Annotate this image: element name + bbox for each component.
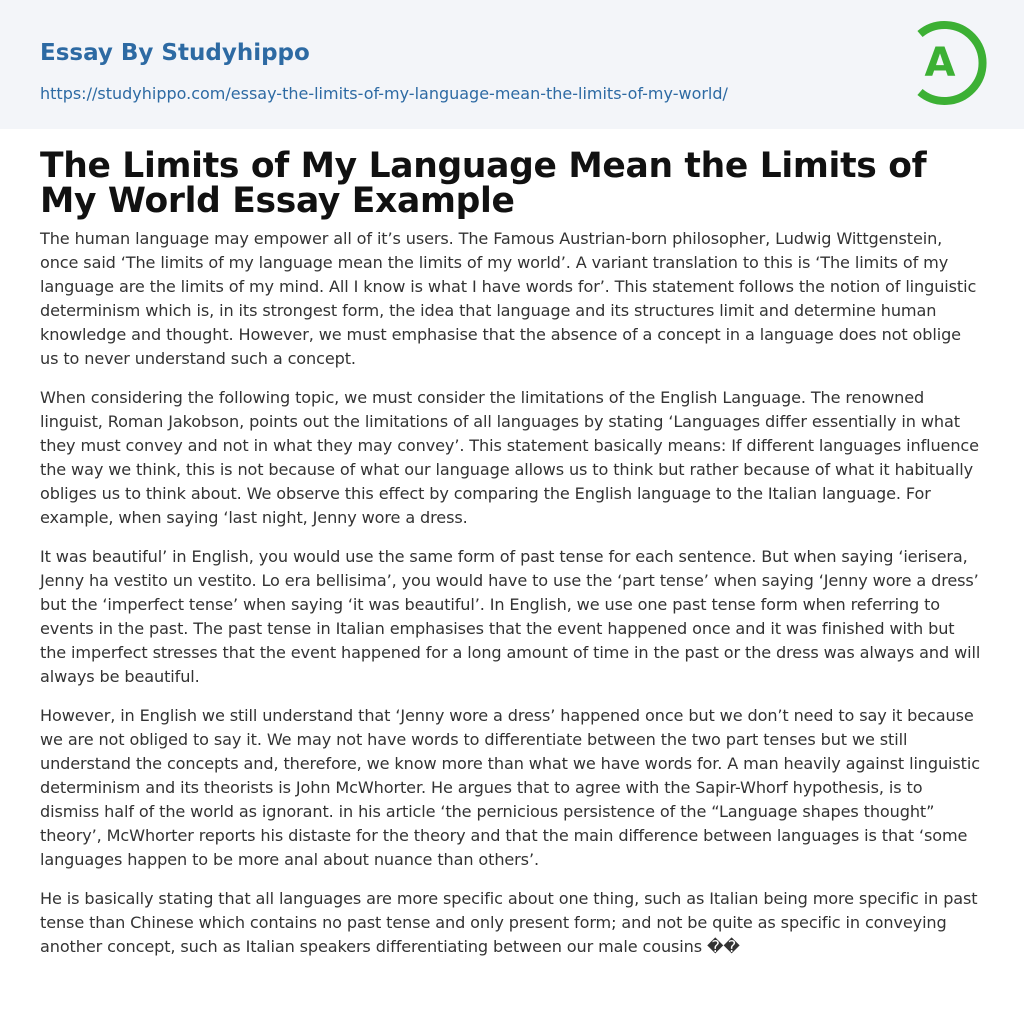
site-brand[interactable]: Essay By Studyhippo	[40, 40, 310, 66]
article-body	[40, 227, 984, 959]
article-paragraph: However, in English we still understand that ‘Jenny wore a dress’ happened once but we don’t need to say it because we are not obliged to say it. We may not have words to differentiate between the two part tenses but we still understand the concepts and, therefore, we know more than what we have words for. A man heavily against linguistic determinism and its theorists is John McWhorter. He argues that to agree with the Sapir-Whorf hypothesis, is to dismiss half of the world as ignorant. in his article ‘the pernicious persistence of the “Language shapes thought” theory’, McWhorter reports his distaste for the theory and that the main difference between languages is that ‘some languages happen to be more anal about nuance than others’.	[40, 706, 980, 869]
logo-letter: A	[924, 40, 956, 86]
article-paragraph: He is basically stating that all languages are more specific about one thing, such as Italian being more specific in past tense than Chinese which contains no past tense and only present form; and not be quite as specific in conveying another concept, such as Italian speakers differentiating between our male cousins ��	[40, 889, 978, 956]
article-url-link[interactable]: https://studyhippo.com/essay-the-limits-of-my-language-mean-the-limits-of-my-world/	[40, 84, 728, 103]
article-paragraph: The human language may empower all of it’s users. The Famous Austrian-born philosopher, Ludwig Wittgenstein, once said ‘The limits of my language mean the limits of my world’. A variant translation to this is ‘The limits of my language are the limits of my mind. All I know is what I have words for’. This statement follows the notion of linguistic determinism which is, in its strongest form, the idea that language and its structures limit and determine human knowledge and thought. However, we must emphasise that the absence of a concept in a language does not oblige us to never understand such a concept.	[40, 229, 977, 368]
article-title: The Limits of My Language Mean the Limits of My World Essay Example	[40, 146, 927, 221]
article-paragraph: It was beautiful’ in English, you would use the same form of past tense for each sentence. But when saying ‘ierisera, Jenny ha vestito un vestito. Lo era bellisima’, you would have to use the ‘part tense’ when saying ‘Jenny wore a dress’ but the ‘imperfect tense’ when saying ‘it was beautiful’. In English, we use one past tense form when referring to events in the past. The past tense in Italian emphasises that the event happened once and it was finished with but the imperfect stresses that the event happened for a long amount of time in the past or the dress was always and will always be beautiful.	[40, 547, 981, 686]
article-paragraph: When considering the following topic, we must consider the limitations of the English Language. The renowned linguist, Roman Jakobson, points out the limitations of all languages by stating ‘Languages differ essentially in what they must convey and not in what they may convey’. This statement basically means: If different languages influence the way we think, this is not because of what our language allows us to think but rather because of what it habitually obliges us to think about. We observe this effect by comparing the English language to the Italian language. For example, when saying ‘last night, Jenny wore a dress.	[40, 388, 979, 527]
